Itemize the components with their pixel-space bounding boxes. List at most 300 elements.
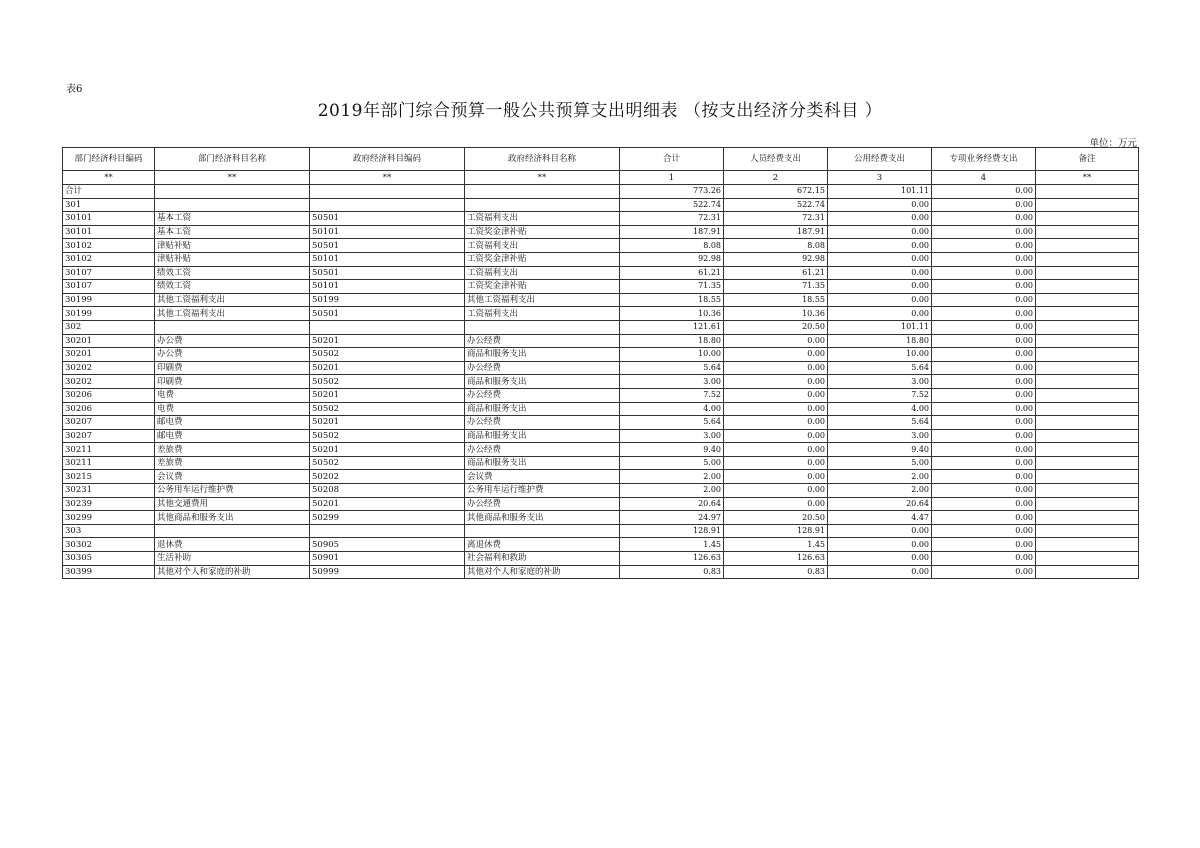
gov-name-cell: 商品和服务支出: [465, 375, 620, 389]
gov-code-cell: 50502: [310, 402, 465, 416]
total-cell: 24.97: [620, 511, 724, 525]
table-row: [63, 293, 1139, 307]
header-public: 公用经费支出: [828, 148, 932, 171]
public-cell: 0.00: [828, 266, 932, 280]
code-cell: 30305: [63, 552, 155, 566]
gov-code-cell: 50208: [310, 484, 465, 498]
public-cell: 101.11: [828, 185, 932, 199]
name-cell: 电费: [155, 402, 310, 416]
public-cell: 0.00: [828, 225, 932, 239]
name-cell: 津贴补贴: [155, 239, 310, 253]
code-cell: 30107: [63, 280, 155, 294]
name-cell: 邮电费: [155, 416, 310, 430]
name-cell: 基本工资: [155, 212, 310, 226]
personnel-cell: 0.83: [724, 565, 828, 579]
name-cell: 办公费: [155, 334, 310, 348]
header-dept-code: 部门经济科目编码: [63, 148, 155, 171]
note-cell: [1036, 252, 1139, 266]
name-cell: 其他工资福利支出: [155, 307, 310, 321]
public-cell: 20.64: [828, 497, 932, 511]
code-cell: 303: [63, 524, 155, 538]
note-cell: [1036, 348, 1139, 362]
personnel-cell: 0.00: [724, 497, 828, 511]
note-cell: [1036, 361, 1139, 375]
personnel-cell: 18.55: [724, 293, 828, 307]
gov-code-cell: 50101: [310, 225, 465, 239]
total-cell: 18.55: [620, 293, 724, 307]
total-cell: 121.61: [620, 320, 724, 334]
note-cell: [1036, 402, 1139, 416]
total-cell: 7.52: [620, 388, 724, 402]
gov-code-cell: 50502: [310, 456, 465, 470]
note-cell: [1036, 511, 1139, 525]
table-row: [63, 429, 1139, 443]
public-cell: 2.00: [828, 484, 932, 498]
table-row: [63, 307, 1139, 321]
special-cell: 0.00: [932, 511, 1036, 525]
personnel-cell: 0.00: [724, 416, 828, 430]
code-cell: 30299: [63, 511, 155, 525]
code-cell: 30399: [63, 565, 155, 579]
public-cell: 3.00: [828, 429, 932, 443]
index-cell: 4: [932, 171, 1036, 185]
public-cell: 9.40: [828, 443, 932, 457]
index-cell: **: [63, 171, 155, 185]
gov-code-cell: 50101: [310, 252, 465, 266]
personnel-cell: 128.91: [724, 524, 828, 538]
special-cell: 0.00: [932, 361, 1036, 375]
gov-name-cell: 其他商品和服务支出: [465, 511, 620, 525]
gov-code-cell: 50901: [310, 552, 465, 566]
name-cell: [155, 198, 310, 212]
total-cell: 72.31: [620, 212, 724, 226]
table-row: [63, 416, 1139, 430]
special-cell: 0.00: [932, 524, 1036, 538]
gov-name-cell: 其他对个人和家庭的补助: [465, 565, 620, 579]
special-cell: 0.00: [932, 225, 1036, 239]
personnel-cell: 72.31: [724, 212, 828, 226]
special-cell: 0.00: [932, 416, 1036, 430]
special-cell: 0.00: [932, 212, 1036, 226]
name-cell: 生活补助: [155, 552, 310, 566]
name-cell: [155, 185, 310, 199]
header-row: [63, 148, 1139, 171]
gov-code-cell: 50905: [310, 538, 465, 552]
gov-name-cell: 办公经费: [465, 416, 620, 430]
note-cell: [1036, 552, 1139, 566]
public-cell: 2.00: [828, 470, 932, 484]
special-cell: 0.00: [932, 443, 1036, 457]
personnel-cell: 71.35: [724, 280, 828, 294]
gov-name-cell: [465, 185, 620, 199]
note-cell: [1036, 470, 1139, 484]
header-special: 专项业务经费支出: [932, 148, 1036, 171]
special-cell: 0.00: [932, 402, 1036, 416]
personnel-cell: 0.00: [724, 429, 828, 443]
note-cell: [1036, 524, 1139, 538]
special-cell: 0.00: [932, 348, 1036, 362]
index-row: [63, 171, 1139, 185]
name-cell: 其他对个人和家庭的补助: [155, 565, 310, 579]
special-cell: 0.00: [932, 388, 1036, 402]
public-cell: 5.64: [828, 361, 932, 375]
special-cell: 0.00: [932, 239, 1036, 253]
gov-code-cell: 50201: [310, 497, 465, 511]
code-cell: 30215: [63, 470, 155, 484]
personnel-cell: 0.00: [724, 443, 828, 457]
table-row: [63, 225, 1139, 239]
table-row: [63, 212, 1139, 226]
table-row: [63, 524, 1139, 538]
personnel-cell: 187.91: [724, 225, 828, 239]
gov-name-cell: 办公经费: [465, 334, 620, 348]
code-cell: 301: [63, 198, 155, 212]
public-cell: 0.00: [828, 524, 932, 538]
note-cell: [1036, 266, 1139, 280]
personnel-cell: 20.50: [724, 511, 828, 525]
gov-code-cell: 50299: [310, 511, 465, 525]
personnel-cell: 8.08: [724, 239, 828, 253]
total-cell: 2.00: [620, 484, 724, 498]
public-cell: 0.00: [828, 307, 932, 321]
code-cell: 30199: [63, 293, 155, 307]
special-cell: 0.00: [932, 185, 1036, 199]
note-cell: [1036, 538, 1139, 552]
total-cell: 92.98: [620, 252, 724, 266]
gov-code-cell: [310, 524, 465, 538]
table-row: [63, 511, 1139, 525]
public-cell: 3.00: [828, 375, 932, 389]
special-cell: 0.00: [932, 552, 1036, 566]
budget-table: [62, 147, 1139, 579]
code-cell: 30102: [63, 239, 155, 253]
name-cell: 其他商品和服务支出: [155, 511, 310, 525]
note-cell: [1036, 293, 1139, 307]
gov-name-cell: 离退休费: [465, 538, 620, 552]
special-cell: 0.00: [932, 280, 1036, 294]
table-row: [63, 470, 1139, 484]
total-cell: 61.21: [620, 266, 724, 280]
table-row: [63, 388, 1139, 402]
gov-code-cell: 50202: [310, 470, 465, 484]
note-cell: [1036, 416, 1139, 430]
public-cell: 5.64: [828, 416, 932, 430]
name-cell: 公务用车运行维护费: [155, 484, 310, 498]
header-total: 合计: [620, 148, 724, 171]
table-row: [63, 320, 1139, 334]
personnel-cell: 672.15: [724, 185, 828, 199]
gov-name-cell: 商品和服务支出: [465, 456, 620, 470]
gov-name-cell: [465, 198, 620, 212]
table-row: [63, 375, 1139, 389]
special-cell: 0.00: [932, 484, 1036, 498]
code-cell: 30211: [63, 456, 155, 470]
gov-name-cell: 办公经费: [465, 361, 620, 375]
code-cell: 30202: [63, 375, 155, 389]
name-cell: [155, 524, 310, 538]
code-cell: 30302: [63, 538, 155, 552]
table-row: [63, 266, 1139, 280]
table-row: [63, 565, 1139, 579]
special-cell: 0.00: [932, 565, 1036, 579]
total-cell: 187.91: [620, 225, 724, 239]
code-cell: 30211: [63, 443, 155, 457]
name-cell: 其他交通费用: [155, 497, 310, 511]
total-cell: 3.00: [620, 429, 724, 443]
code-cell: 30206: [63, 388, 155, 402]
note-cell: [1036, 185, 1139, 199]
name-cell: 差旅费: [155, 456, 310, 470]
gov-name-cell: 工资福利支出: [465, 212, 620, 226]
gov-code-cell: 50501: [310, 239, 465, 253]
name-cell: 绩效工资: [155, 280, 310, 294]
public-cell: 4.00: [828, 402, 932, 416]
table-row: [63, 552, 1139, 566]
personnel-cell: 0.00: [724, 388, 828, 402]
header-gov-name: 政府经济科目名称: [465, 148, 620, 171]
table-row: [63, 348, 1139, 362]
table-row: [63, 280, 1139, 294]
personnel-cell: 126.63: [724, 552, 828, 566]
unit-label: 单位：万元: [1089, 138, 1137, 149]
note-cell: [1036, 280, 1139, 294]
gov-code-cell: 50201: [310, 334, 465, 348]
total-cell: 1.45: [620, 538, 724, 552]
name-cell: 电费: [155, 388, 310, 402]
total-cell: 4.00: [620, 402, 724, 416]
personnel-cell: 0.00: [724, 484, 828, 498]
index-cell: 3: [828, 171, 932, 185]
code-cell: 30107: [63, 266, 155, 280]
table-row: [63, 334, 1139, 348]
gov-name-cell: 工资奖金津补贴: [465, 225, 620, 239]
gov-code-cell: 50501: [310, 212, 465, 226]
total-cell: 128.91: [620, 524, 724, 538]
table-row: [63, 185, 1139, 199]
code-cell: 30207: [63, 429, 155, 443]
gov-name-cell: 工资奖金津补贴: [465, 280, 620, 294]
public-cell: 0.00: [828, 280, 932, 294]
special-cell: 0.00: [932, 470, 1036, 484]
gov-code-cell: 50199: [310, 293, 465, 307]
name-cell: 基本工资: [155, 225, 310, 239]
personnel-cell: 10.36: [724, 307, 828, 321]
table-row: [63, 252, 1139, 266]
code-cell: 30102: [63, 252, 155, 266]
gov-code-cell: 50502: [310, 348, 465, 362]
public-cell: 0.00: [828, 552, 932, 566]
special-cell: 0.00: [932, 429, 1036, 443]
name-cell: 其他工资福利支出: [155, 293, 310, 307]
special-cell: 0.00: [932, 320, 1036, 334]
total-cell: 126.63: [620, 552, 724, 566]
table-row: [63, 484, 1139, 498]
personnel-cell: 0.00: [724, 348, 828, 362]
code-cell: 30206: [63, 402, 155, 416]
note-cell: [1036, 212, 1139, 226]
personnel-cell: 20.50: [724, 320, 828, 334]
special-cell: 0.00: [932, 266, 1036, 280]
gov-name-cell: [465, 320, 620, 334]
name-cell: 绩效工资: [155, 266, 310, 280]
table-row: [63, 361, 1139, 375]
special-cell: 0.00: [932, 293, 1036, 307]
personnel-cell: 92.98: [724, 252, 828, 266]
public-cell: 5.00: [828, 456, 932, 470]
gov-code-cell: 50201: [310, 416, 465, 430]
total-cell: 9.40: [620, 443, 724, 457]
public-cell: 0.00: [828, 538, 932, 552]
index-cell: **: [310, 171, 465, 185]
total-cell: 5.64: [620, 416, 724, 430]
header-gov-code: 政府经济科目编码: [310, 148, 465, 171]
total-cell: 773.26: [620, 185, 724, 199]
table-row: [63, 456, 1139, 470]
personnel-cell: 0.00: [724, 375, 828, 389]
public-cell: 7.52: [828, 388, 932, 402]
index-cell: 1: [620, 171, 724, 185]
note-cell: [1036, 198, 1139, 212]
gov-name-cell: 商品和服务支出: [465, 429, 620, 443]
name-cell: 退休费: [155, 538, 310, 552]
personnel-cell: 0.00: [724, 470, 828, 484]
total-cell: 71.35: [620, 280, 724, 294]
public-cell: 4.47: [828, 511, 932, 525]
total-cell: 3.00: [620, 375, 724, 389]
code-cell: 30101: [63, 212, 155, 226]
note-cell: [1036, 334, 1139, 348]
header-note: 备注: [1036, 148, 1139, 171]
note-cell: [1036, 456, 1139, 470]
note-cell: [1036, 225, 1139, 239]
gov-code-cell: 50502: [310, 375, 465, 389]
total-cell: 5.00: [620, 456, 724, 470]
table-row: [63, 538, 1139, 552]
special-cell: 0.00: [932, 307, 1036, 321]
table-row: [63, 239, 1139, 253]
name-cell: 津贴补贴: [155, 252, 310, 266]
note-cell: [1036, 565, 1139, 579]
gov-code-cell: 50502: [310, 429, 465, 443]
code-cell: 30202: [63, 361, 155, 375]
gov-code-cell: [310, 198, 465, 212]
personnel-cell: 1.45: [724, 538, 828, 552]
code-cell: 30231: [63, 484, 155, 498]
note-cell: [1036, 429, 1139, 443]
public-cell: 101.11: [828, 320, 932, 334]
name-cell: 差旅费: [155, 443, 310, 457]
total-cell: 2.00: [620, 470, 724, 484]
note-cell: [1036, 484, 1139, 498]
gov-code-cell: [310, 185, 465, 199]
table-row: [63, 497, 1139, 511]
gov-name-cell: 商品和服务支出: [465, 348, 620, 362]
public-cell: 0.00: [828, 252, 932, 266]
public-cell: 0.00: [828, 212, 932, 226]
name-cell: 办公费: [155, 348, 310, 362]
code-cell: 302: [63, 320, 155, 334]
code-cell: 30101: [63, 225, 155, 239]
gov-name-cell: 社会福利和救助: [465, 552, 620, 566]
note-cell: [1036, 239, 1139, 253]
code-cell: 30239: [63, 497, 155, 511]
note-cell: [1036, 320, 1139, 334]
personnel-cell: 0.00: [724, 402, 828, 416]
personnel-cell: 522.74: [724, 198, 828, 212]
special-cell: 0.00: [932, 497, 1036, 511]
public-cell: 0.00: [828, 293, 932, 307]
note-cell: [1036, 375, 1139, 389]
gov-name-cell: 会议费: [465, 470, 620, 484]
public-cell: 0.00: [828, 565, 932, 579]
table-row: [63, 198, 1139, 212]
total-cell: 10.36: [620, 307, 724, 321]
code-cell: 30207: [63, 416, 155, 430]
name-cell: [155, 320, 310, 334]
gov-code-cell: 50201: [310, 361, 465, 375]
index-cell: 2: [724, 171, 828, 185]
personnel-cell: 0.00: [724, 361, 828, 375]
index-cell: **: [155, 171, 310, 185]
gov-code-cell: 50101: [310, 280, 465, 294]
table-number: 表6: [66, 84, 83, 95]
page-title: 2019年部门综合预算一般公共预算支出明细表 （按支出经济分类科目 ）: [317, 101, 883, 121]
note-cell: [1036, 497, 1139, 511]
note-cell: [1036, 388, 1139, 402]
public-cell: 10.00: [828, 348, 932, 362]
header-personnel: 人员经费支出: [724, 148, 828, 171]
gov-code-cell: 50999: [310, 565, 465, 579]
gov-name-cell: 工资福利支出: [465, 307, 620, 321]
code-cell: 30201: [63, 348, 155, 362]
personnel-cell: 61.21: [724, 266, 828, 280]
gov-name-cell: 商品和服务支出: [465, 402, 620, 416]
gov-code-cell: 50201: [310, 443, 465, 457]
special-cell: 0.00: [932, 538, 1036, 552]
personnel-cell: 0.00: [724, 456, 828, 470]
index-cell: **: [465, 171, 620, 185]
name-cell: 印刷费: [155, 361, 310, 375]
table-row: [63, 443, 1139, 457]
code-cell: 30199: [63, 307, 155, 321]
index-cell: **: [1036, 171, 1139, 185]
code-cell: 30201: [63, 334, 155, 348]
gov-name-cell: 其他工资福利支出: [465, 293, 620, 307]
public-cell: 0.00: [828, 239, 932, 253]
gov-name-cell: [465, 524, 620, 538]
personnel-cell: 0.00: [724, 334, 828, 348]
special-cell: 0.00: [932, 375, 1036, 389]
total-cell: 0.83: [620, 565, 724, 579]
note-cell: [1036, 443, 1139, 457]
gov-name-cell: 工资福利支出: [465, 266, 620, 280]
name-cell: 印刷费: [155, 375, 310, 389]
total-cell: 8.08: [620, 239, 724, 253]
table-row: [63, 402, 1139, 416]
total-cell: 10.00: [620, 348, 724, 362]
gov-name-cell: 公务用车运行维护费: [465, 484, 620, 498]
gov-name-cell: 办公经费: [465, 388, 620, 402]
gov-code-cell: 50501: [310, 266, 465, 280]
code-cell: 合计: [63, 185, 155, 199]
gov-code-cell: [310, 320, 465, 334]
gov-name-cell: 工资奖金津补贴: [465, 252, 620, 266]
special-cell: 0.00: [932, 334, 1036, 348]
gov-name-cell: 办公经费: [465, 497, 620, 511]
name-cell: 邮电费: [155, 429, 310, 443]
total-cell: 18.80: [620, 334, 724, 348]
header-dept-name: 部门经济科目名称: [155, 148, 310, 171]
